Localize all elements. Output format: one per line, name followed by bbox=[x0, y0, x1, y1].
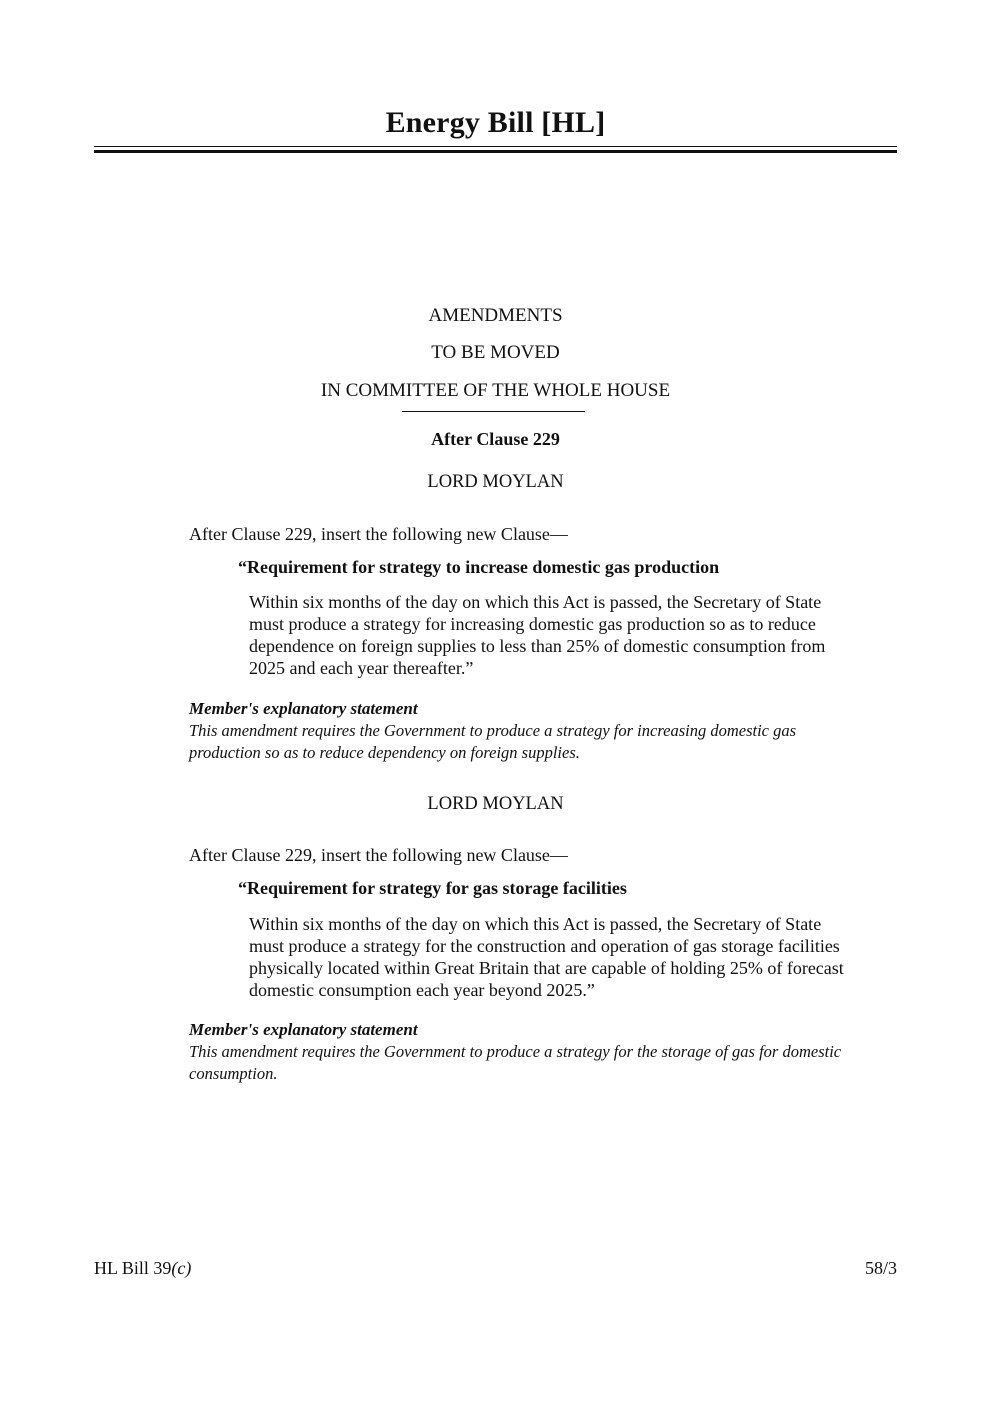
statement-line: This amendment requires the Government to produce a strategy for the storage of gas for domestic bbox=[189, 1042, 842, 1061]
amendment-1-member: LORD MOYLAN bbox=[427, 472, 564, 492]
section-heading: After Clause 229 bbox=[431, 429, 560, 449]
heading-to-be-moved: TO BE MOVED bbox=[431, 342, 560, 363]
amendment-2-statement bbox=[189, 1041, 897, 1085]
statement-line: consumption. bbox=[189, 1064, 278, 1083]
bill-ref-suffix: (c) bbox=[171, 1258, 192, 1278]
clause-line: 2025 and each year thereafter.” bbox=[249, 658, 474, 678]
bill-ref: HL Bill 39 bbox=[94, 1258, 172, 1278]
clause-line: Within six months of the day on which this Act is passed, the Secretary of State bbox=[249, 914, 822, 934]
amendment-1-statement bbox=[189, 720, 796, 764]
document-title: Energy Bill [HL] bbox=[385, 106, 606, 139]
amendment-2-member: LORD MOYLAN bbox=[427, 794, 564, 814]
amendment-2-statement-heading: Member's explanatory statement bbox=[189, 1020, 418, 1039]
heading-divider bbox=[402, 411, 585, 412]
heading-amendments: AMENDMENTS bbox=[428, 305, 563, 326]
title-rule-thick bbox=[94, 150, 897, 153]
statement-line: This amendment requires the Government to produce a strategy for increasing domestic gas bbox=[189, 721, 797, 740]
amendment-2-instruction: After Clause 229, insert the following new Clause— bbox=[189, 845, 568, 865]
amendment-2-clause-title: “Requirement for strategy for gas storage facilities bbox=[238, 878, 627, 898]
clause-line: dependence on foreign supplies to less than 25% of domestic consumption from bbox=[249, 636, 826, 656]
amendment-1-clause-title: “Requirement for strategy to increase domestic gas production bbox=[238, 557, 720, 577]
heading-committee: IN COMMITTEE OF THE WHOLE HOUSE bbox=[320, 380, 671, 401]
clause-line: domestic consumption each year beyond 2025.” bbox=[249, 980, 595, 1000]
statement-line: production so as to reduce dependency on foreign supplies. bbox=[189, 743, 580, 762]
title-rule-thin bbox=[94, 146, 897, 147]
clause-line: must produce a strategy for the construction and operation of gas storage facilities bbox=[249, 936, 840, 956]
amendment-2-clause-text bbox=[249, 913, 897, 1001]
amendment-1-clause-text bbox=[249, 591, 897, 679]
footer-bill-ref bbox=[94, 1257, 191, 1279]
footer-page-ref: 58/3 bbox=[864, 1258, 897, 1278]
clause-line: physically located within Great Britain that are capable of holding 25% of forecast bbox=[249, 958, 844, 978]
clause-line: Within six months of the day on which this Act is passed, the Secretary of State bbox=[249, 592, 822, 612]
amendment-1-instruction: After Clause 229, insert the following new Clause— bbox=[189, 524, 568, 544]
amendment-1-statement-heading: Member's explanatory statement bbox=[189, 699, 418, 718]
clause-line: must produce a strategy for increasing domestic gas production so as to reduce bbox=[249, 614, 816, 634]
